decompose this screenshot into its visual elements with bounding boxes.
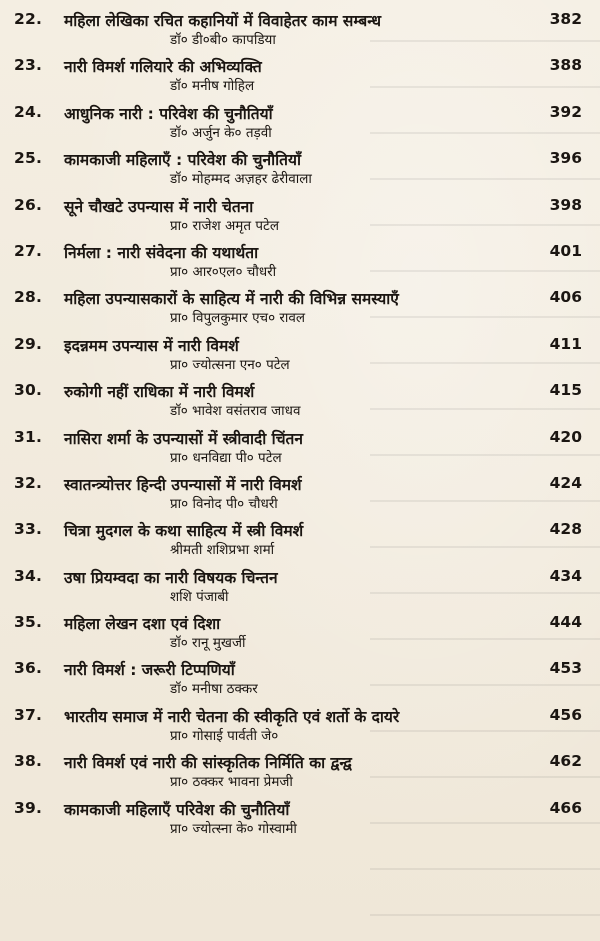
entry-author: श्रीमती शशिप्रभा शर्मा <box>170 542 275 559</box>
entry-author: प्रा० ज्योत्स्ना के० गोस्वामी <box>170 820 297 837</box>
entry-page-number: 401 <box>549 241 582 260</box>
entry-title: कामकाजी महिलाएँ : परिवेश की चुनौतियाँ <box>64 151 301 170</box>
entry-page-number: 396 <box>549 149 582 168</box>
entry-author: प्रा० धनविद्या पी० पटेल <box>170 449 282 466</box>
toc-entry <box>0 282 600 328</box>
entry-author: प्रा० ज्योत्सना एन० पटेल <box>170 356 290 373</box>
entry-author: प्रा० आर०एल० चौधरी <box>170 263 277 280</box>
toc-entry <box>0 97 600 143</box>
entry-number: 34. <box>14 566 43 585</box>
entry-page-number: 462 <box>549 752 582 771</box>
entry-title: नारी विमर्श गलियारे की अभिव्यक्ति <box>64 58 262 77</box>
entry-title: उषा प्रियम्वदा का नारी विषयक चिन्तन <box>64 568 278 587</box>
entry-page-number: 382 <box>549 10 582 28</box>
entry-number: 22. <box>14 10 43 28</box>
toc-entry <box>0 236 600 282</box>
entry-author: डॉ० भावेश वसंतराव जाधव <box>170 403 301 420</box>
entry-page-number: 444 <box>549 613 582 632</box>
toc-entry <box>0 561 600 607</box>
entry-number: 25. <box>14 149 43 168</box>
entry-author: प्रा० ठक्कर भावना प्रेमजी <box>170 774 293 791</box>
table-of-contents <box>0 4 600 839</box>
entry-author: प्रा० गोसाई पार्वती जे० <box>170 727 279 744</box>
entry-author: प्रा० राजेश अमृत पटेल <box>170 217 279 234</box>
entry-author: डॉ० रानू मुखर्जी <box>170 635 246 652</box>
entry-page-number: 420 <box>549 427 582 446</box>
entry-page-number: 453 <box>549 659 582 678</box>
entry-number: 28. <box>14 288 43 307</box>
entry-title: स्वातन्त्र्योत्तर हिन्दी उपन्यासों में नारी विमर्श <box>64 475 302 494</box>
entry-title: महिला लेखिका रचित कहानियों में विवाहेतर काम सम्बन्ध <box>64 12 382 30</box>
toc-entry <box>0 468 600 514</box>
entry-title: आधुनिक नारी : परिवेश की चुनौतियाँ <box>64 104 273 123</box>
toc-entry <box>0 700 600 746</box>
toc-entry <box>0 653 600 699</box>
entry-number: 32. <box>14 473 43 492</box>
entry-author: डॉ० डी०बी० कापडिया <box>170 32 276 48</box>
entry-number: 31. <box>14 427 43 446</box>
entry-number: 39. <box>14 798 43 817</box>
entry-number: 23. <box>14 56 43 75</box>
entry-author: डॉ० मनीष गोहिल <box>170 78 255 95</box>
entry-page-number: 466 <box>549 798 582 817</box>
entry-number: 29. <box>14 334 43 353</box>
entry-page-number: 434 <box>549 566 582 585</box>
entry-number: 35. <box>14 613 43 632</box>
entry-page-number: 388 <box>549 56 582 75</box>
entry-page-number: 406 <box>549 288 582 307</box>
entry-title: नारी विमर्श एवं नारी की सांस्कृतिक निर्मिति का द्वन्द्व <box>64 754 352 773</box>
entry-page-number: 428 <box>549 520 582 539</box>
toc-entry <box>0 190 600 236</box>
entry-page-number: 392 <box>549 102 582 121</box>
toc-entry <box>0 50 600 96</box>
entry-author: प्रा० विपुलकुमार एच० रावल <box>170 310 306 327</box>
toc-entry <box>0 746 600 792</box>
entry-title: रुकोगी नहीं राधिका में नारी विमर्श <box>64 383 255 402</box>
entry-author: डॉ० अर्जुन के० तड़वी <box>170 124 272 141</box>
toc-entry <box>0 514 600 560</box>
entry-title: महिला उपन्यासकारों के साहित्य में नारी की विभिन्न समस्याएँ <box>64 290 399 309</box>
entry-number: 26. <box>14 195 43 214</box>
entry-title: सूने चौखटे उपन्यास में नारी चेतना <box>64 197 254 216</box>
entry-page-number: 415 <box>549 381 582 400</box>
entry-author: डॉ० मोहम्मद अज़हर ढेरीवाला <box>170 171 312 188</box>
entry-number: 24. <box>14 102 43 121</box>
entry-title: नासिरा शर्मा के उपन्यासों में स्त्रीवादी चिंतन <box>64 429 303 448</box>
entry-title: कामकाजी महिलाएँ परिवेश की चुनौतियाँ <box>64 800 290 819</box>
entry-author: प्रा० विनोद पी० चौधरी <box>170 495 278 512</box>
entry-author: शशि पंजाबी <box>170 588 229 605</box>
entry-page-number: 456 <box>549 705 582 724</box>
entry-number: 30. <box>14 381 43 400</box>
entry-page-number: 424 <box>549 473 582 492</box>
entry-title: निर्मला : नारी संवेदना की यथार्थता <box>64 243 259 262</box>
entry-title: भारतीय समाज में नारी चेतना की स्वीकृति एवं शर्तो के दायरे <box>64 707 400 726</box>
entry-number: 37. <box>14 705 43 724</box>
entry-title: नारी विमर्श : जरूरी टिप्पणियाँ <box>64 661 235 680</box>
toc-entry <box>0 375 600 421</box>
entry-number: 33. <box>14 520 43 539</box>
toc-entry <box>0 607 600 653</box>
entry-author: डॉ० मनीषा ठक्कर <box>170 681 258 698</box>
toc-entry <box>0 329 600 375</box>
entry-title: महिला लेखन दशा एवं दिशा <box>64 615 221 634</box>
entry-page-number: 398 <box>549 195 582 214</box>
toc-entry <box>0 793 600 839</box>
toc-entry <box>0 143 600 189</box>
entry-page-number: 411 <box>549 334 582 353</box>
entry-number: 36. <box>14 659 43 678</box>
entry-number: 27. <box>14 241 43 260</box>
entry-number: 38. <box>14 752 43 771</box>
entry-title: चित्रा मुदगल के कथा साहित्य में स्त्री विमर्श <box>64 522 304 541</box>
toc-entry <box>0 422 600 468</box>
entry-title: इदन्नमम उपन्यास में नारी विमर्श <box>64 336 239 355</box>
toc-entry <box>0 4 600 50</box>
